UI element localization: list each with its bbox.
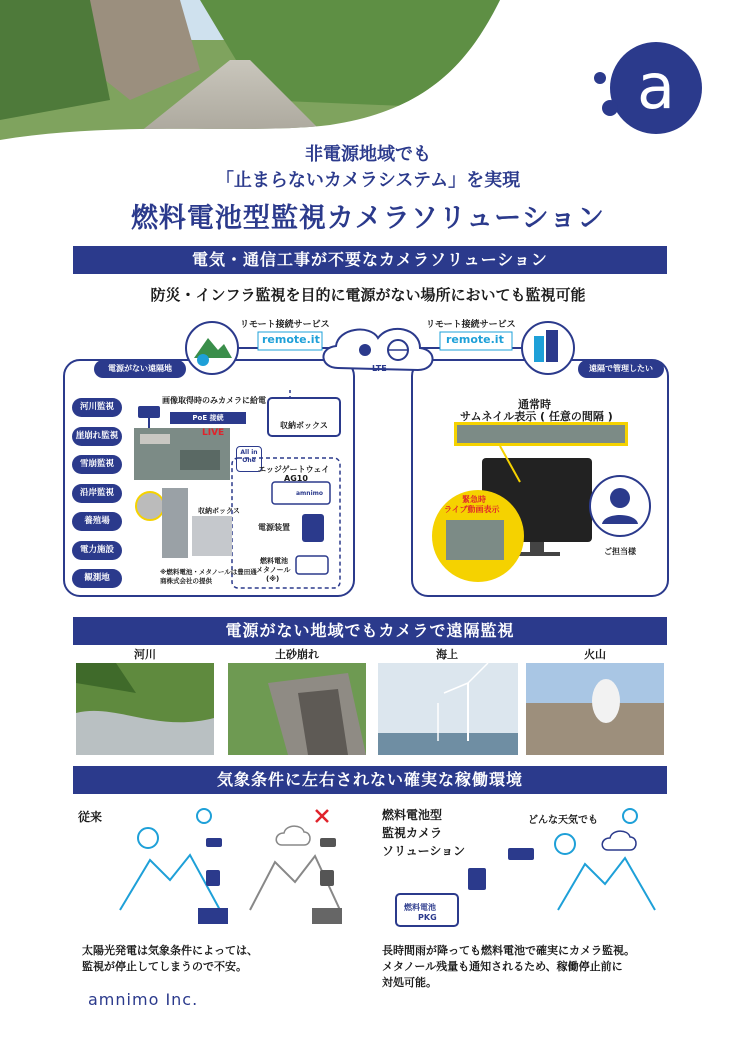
photo-caption-sea: 海上 <box>436 648 458 661</box>
remote-service-left: リモート接続サービス <box>240 320 330 330</box>
photo-river <box>76 663 214 755</box>
live-badge: LIVE <box>202 428 225 438</box>
lte-label: LTE <box>372 364 387 373</box>
old-method-label: 従来 <box>78 810 103 824</box>
new-method-label-3: ソリューション <box>382 844 466 858</box>
remote-service-right: リモート接続サービス <box>426 320 516 330</box>
remoteit-logo-left: remote.it <box>262 333 320 346</box>
amnimo-logo <box>592 36 702 136</box>
photo-sea <box>378 663 518 755</box>
photo-volcano <box>526 663 664 755</box>
section-band-1: 電気・通信工事が不要なカメラソリューション <box>73 246 667 274</box>
emergency-label: 緊急時 <box>462 495 486 504</box>
photo-caption-river: 河川 <box>134 648 156 661</box>
photo-caption-landslide: 土砂崩れ <box>275 648 319 661</box>
right-box-label: 遠隔で管理したい <box>578 360 664 378</box>
gateway-brand: amnimo <box>296 490 324 497</box>
page-title: 燃料電池型監視カメラソリューション <box>130 203 606 234</box>
power-note: 画像取得時のみカメラに給電 <box>162 396 266 405</box>
methanol-label: メタノール <box>256 566 291 574</box>
person-label: ご担当様 <box>604 547 636 556</box>
gateway-label: エッジゲートウェイ <box>258 465 330 474</box>
use-case-item: 観測地 <box>72 569 122 588</box>
provider-note: ※燃料電池・メタノールは豊田通商株式会社の提供 <box>160 568 257 585</box>
svg-text:a: a <box>637 50 675 123</box>
section-band-3: 気象条件に左右されない確実な稼働環境 <box>73 766 667 794</box>
old-description-2: 監視が停止してしまうので不安。 <box>82 960 247 973</box>
section-band-2: 電源がない地域でもカメラで遠隔監視 <box>73 617 667 645</box>
use-case-item: 崖崩れ監視 <box>72 427 122 446</box>
use-case-item: 雪崩監視 <box>72 455 122 474</box>
headline-line2: 「止まらないカメラシステム」を実現 <box>215 170 521 191</box>
fuel-cell-label: 燃料電池 <box>260 557 288 565</box>
storage-box-left: 収納ボックス <box>198 507 240 515</box>
footer-company: amnimo Inc. <box>88 990 199 1009</box>
any-weather-label: どんな天気でも <box>528 815 598 826</box>
power-device-label: 電源装置 <box>258 523 290 532</box>
photo-landslide <box>228 663 366 755</box>
normal-label: 通常時 <box>518 398 551 411</box>
subtitle: 防災・インフラ監視を目的に電源がない場所においても監視可能 <box>150 286 586 304</box>
new-description-2: メタノール残量も通知されるため、稼働停止前に <box>382 960 623 973</box>
note-mark: (※) <box>266 575 280 583</box>
photo-caption-volcano: 火山 <box>584 648 606 661</box>
use-case-item: 養殖場 <box>72 512 122 531</box>
live-view-label: ライブ動画表示 <box>444 505 500 514</box>
headline-line1: 非電源地域でも <box>305 144 431 165</box>
pkg-label-2: PKG <box>418 913 437 922</box>
use-case-item: 電力施設 <box>72 541 122 560</box>
left-box-label: 電源がない遠隔地 <box>94 360 186 378</box>
thumbnail-label: サムネイル表示 ( 任意の間隔 ) <box>460 410 613 423</box>
new-description-3: 対処可能。 <box>382 976 437 989</box>
old-description-1: 太陽光発電は気象条件によっては、 <box>82 944 258 957</box>
new-method-label-2: 監視カメラ <box>382 826 443 840</box>
gateway-model: AG10 <box>284 474 308 483</box>
poe-label: PoE 接続 <box>170 412 246 424</box>
remoteit-logo-right: remote.it <box>446 333 504 346</box>
new-description-1: 長時間雨が降っても燃料電池で確実にカメラ監視。 <box>382 944 635 957</box>
use-case-item: 河川監視 <box>72 398 122 417</box>
new-method-label-1: 燃料電池型 <box>382 808 443 822</box>
pkg-label-1: 燃料電池 <box>404 903 436 912</box>
storage-box-top: 収納ボックス <box>280 421 328 430</box>
comparison-illustration <box>60 800 680 940</box>
use-case-item: 沿岸監視 <box>72 484 122 503</box>
allinone-badge: All in One <box>236 446 262 472</box>
